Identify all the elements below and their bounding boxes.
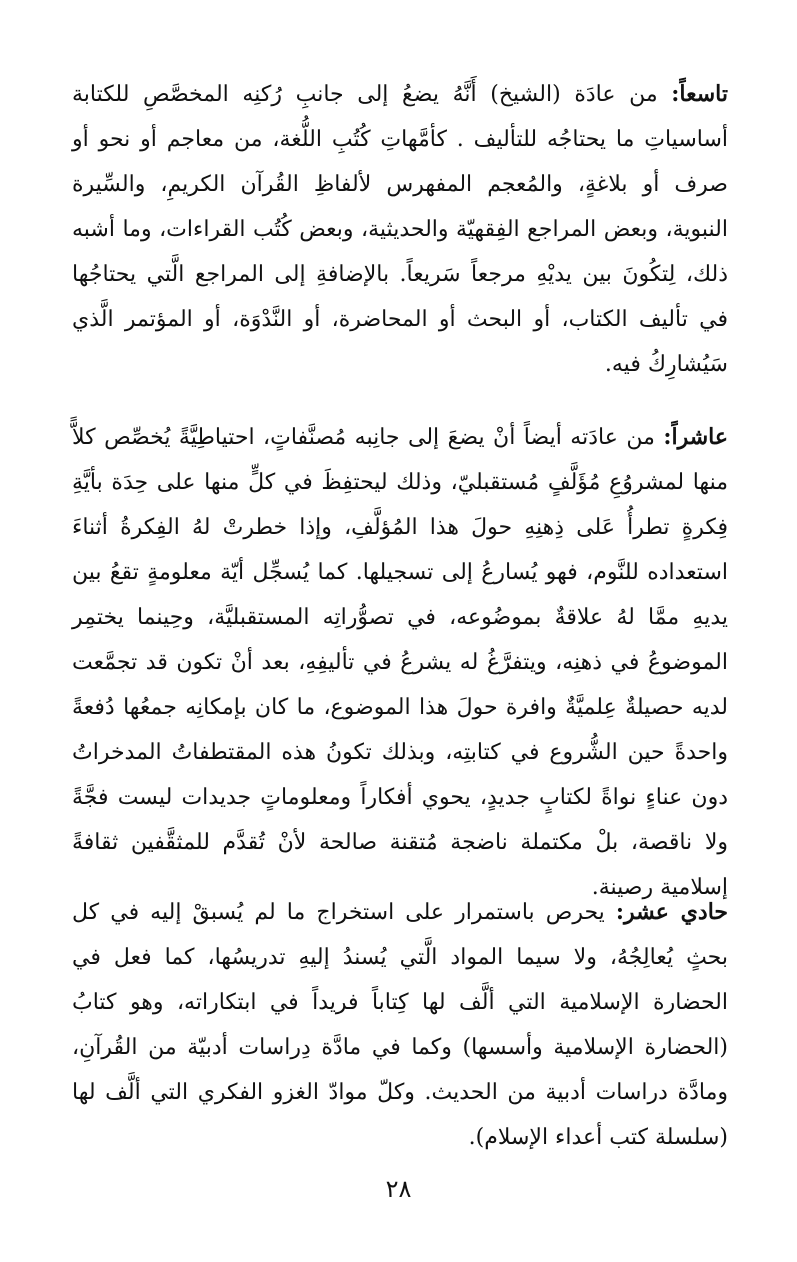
paragraph-heading: حادي عشر:: [615, 899, 728, 925]
paragraph-heading: تاسعاً:: [671, 81, 728, 107]
paragraph-text: من عادَة (الشيخ) أَنَّهُ يضعُ إلى جانبِ رُكنِه المخصَّصِ للكتابة أساسياتِ ما يحتاجُه للتأليف . كأمَّهاتِ كُتُبِ اللُّغة، من معاجم أو نحو أو صرف أو بلاغةٍ، والمُعجم المفهرس لألفاظِ القُرآن الكريمِ، والسِّيرة النبوية، وبعض المراجع الفِقهيّة والحديثية، وبعض كُتُب القراءات، وما أشبه ذلك، لِتكُونَ بين يديْهِ مرجعاً سَريعاً. بالإضافةِ إلى المراجع الَّتي يحتاجُها في تأليف الكتاب، أو البحث أو المحاضرة، أو النَّدْوَة، أو المؤتمر الَّذي سَيُشارِكُ فيه.: [72, 82, 728, 377]
page-number: ٢٨: [385, 1175, 412, 1203]
paragraph-tenth: [72, 415, 728, 910]
paragraph-heading: عاشراً:: [663, 424, 728, 450]
paragraph-ninth: [72, 72, 728, 387]
paragraph-text: من عادَته أيضاً أنْ يضعَ إلى جانِبه مُصنَّفاتٍ، احتياطِيَّةً يُخصِّص كلاًّ منها لمشروُعِ مُؤَلَّفٍ مُستقبليّ، وذلك ليحتفِظَ في كلٍّ منها على حِدَة بأيَّةِ فِكرةٍ تطرأُ عَلى ذِهنِهِ حولَ هذا المُؤلَّفِ، وإذا خطرتْ لهُ الفِكرةُ أثناءَ استعداده للنَّوم، فهو يُسارعُ إلى تسجيلها. كما يُسجِّل أيّة معلومةٍ تقعُ بين يديهِ ممَّا لهُ علاقةٌ بموضُوعه، في تصوُّراتِه المستقبليَّة، وحِينما يختمِر الموضوعُ في ذهنِه، ويتفرَّغُ له يشرعُ في تأليفِهِ، بعد أنْ تكون قد تجمَّعت لديه حصيلةٌ عِلميَّةٌ وافرة حولَ هذا الموضوع، ما كان بإمكانِه جمعُها دُفعةً واحدةً حين الشُّروع في كتابتِه، وبذلك تكونُ هذه المقتطفاتُ المدخراتُ دون عناءٍ نواةً لكتابٍ جديدٍ، يحوي أفكاراً ومعلوماتٍ جديدات ليست فجَّةً ولا ناقصة، بلْ مكتملة ناضجة مُتقنة صالحة لأنْ تُقدَّم للمثقَّفين ثقافةً إسلامية رصينة.: [72, 425, 728, 900]
paragraph-eleventh: [72, 890, 728, 1160]
paragraph-text: يحرص باستمرار على استخراج ما لم يُسبقْ إليه في كل بحثٍ يُعالِجُهُ، ولا سيما المواد الَّتي يُسندُ إليهِ تدريسُها، كما فعل في الحضارة الإسلامية التي ألَّف لها كِتاباً فريداً في ابتكاراته، وهو كتابُ (الحضارة الإسلامية وأسسها) وكما في مادَّة دِراسات أدبيّة من القُرآنِ، ومادَّة دراسات أدبية من الحديث. وكلّ موادّ الغزو الفكري التي ألَّف لها (سلسلة كتب أعداء الإسلام).: [72, 900, 728, 1150]
